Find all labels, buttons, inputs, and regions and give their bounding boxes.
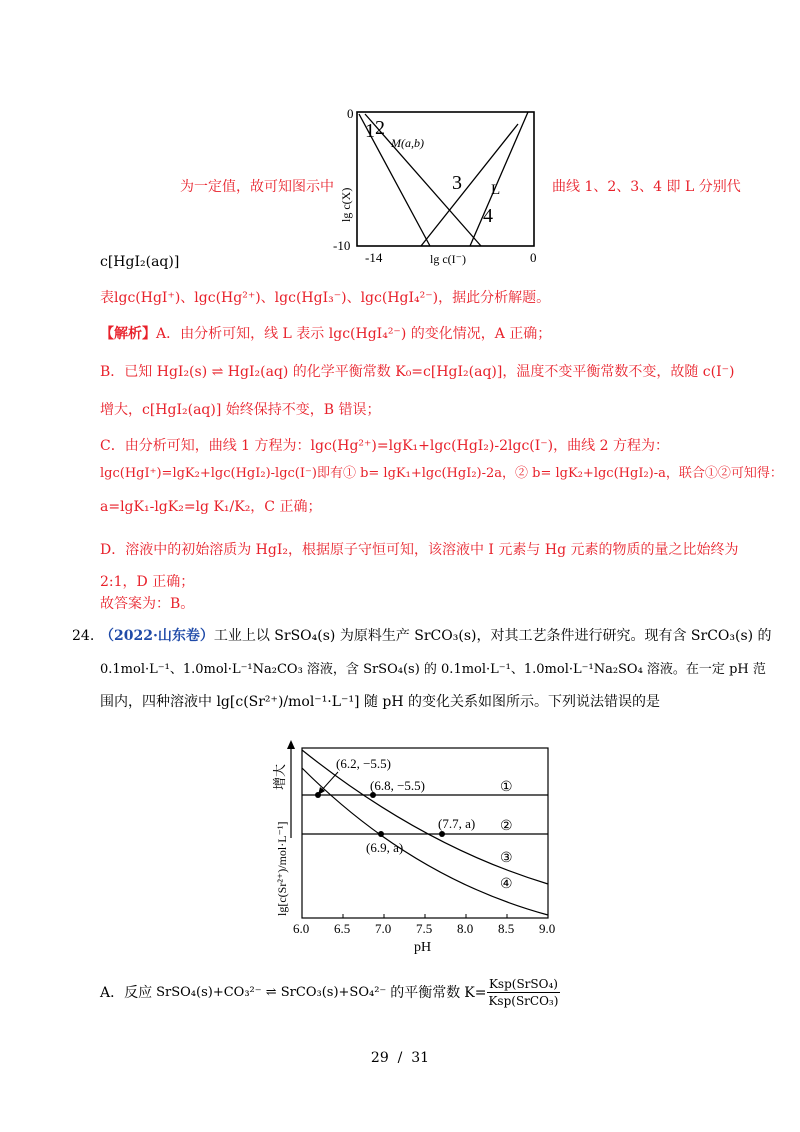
- chart-point-6.9: [378, 831, 384, 837]
- option-a-lead: A．反应: [100, 984, 153, 1001]
- option-a-fraction: [486, 976, 560, 1009]
- question-24-line-1: [72, 626, 772, 646]
- fig1-y-bottom: -10: [333, 238, 351, 253]
- chart-x-tick-label: 6.0: [293, 921, 310, 936]
- fig1-x-right: 0: [530, 250, 537, 265]
- analysis-line-9: a=lgK₁-lgK₂=lg K₁/K₂，C 正确；: [100, 499, 322, 515]
- analysis-line-5: B．已知 HgI₂(s) ⇌ HgI₂(aq) 的化学平衡常数 K₀=c[HgI₂(aq)]，温度不变平衡常数不变，故随 c(I⁻): [100, 364, 735, 380]
- fig1-y-top: 0: [347, 106, 354, 121]
- chart-x-label: pH: [414, 940, 432, 955]
- question-24-line-3: 围内，四种溶液中 lg[c(Sr²⁺)/mol⁻¹·L⁻¹] 随 pH 的变化关系如图所示。下列说法错误的是: [100, 694, 661, 710]
- chart-annotation-arrow: [321, 772, 338, 791]
- analysis-line-4: [100, 324, 551, 344]
- analysis-line-1-right: 曲线 1、2、3、4 即 L 分别代: [552, 179, 741, 195]
- analysis-line-2: c[HgI₂(aq)]: [100, 254, 180, 270]
- option-a-mid: 的平衡常数: [390, 984, 461, 1001]
- question-source: （2022·山东卷）: [100, 628, 214, 644]
- chart-annotation-1: (6.2, −5.5): [336, 756, 391, 771]
- chart-x-tick-label: 7.5: [416, 921, 433, 936]
- chart-annotation-3: (7.7, a): [438, 816, 476, 831]
- chart-x-tick-label: 6.5: [334, 921, 351, 936]
- chart-x-tick-label: 8.5: [498, 921, 515, 936]
- option-a-reaction: SrSO₄(s)+CO₃²⁻ ⇌ SrCO₃(s)+SO₄²⁻: [156, 984, 387, 1000]
- question-24-line-2: 0.1mol·L⁻¹、1.0mol·L⁻¹Na₂CO₃ 溶液，含 SrSO₄(s) 的 0.1mol·L⁻¹、1.0mol·L⁻¹Na₂SO₄ 溶液。在一定 pH 范: [100, 662, 766, 677]
- fig1-x-left: -14: [365, 250, 383, 265]
- fig1-label-3: 3: [452, 172, 462, 194]
- chart-series-label-4: ④: [500, 877, 513, 892]
- analysis-line-10: D．溶液中的初始溶质为 HgI₂，根据原子守恒可知，该溶液中 I 元素与 Hg 元素的物质的量之比始终为: [100, 542, 739, 558]
- fig1-label-4: 4: [483, 205, 493, 227]
- chart-series-label-1: ①: [500, 780, 513, 795]
- analysis-tag: 【解析】: [100, 326, 156, 342]
- analysis-line-1-left: 为一定值，故可知图示中: [180, 179, 334, 195]
- page-number: 29 / 31: [370, 1050, 430, 1066]
- figure-hgi2-diagram: [335, 104, 565, 269]
- chart-series-label-2: ②: [500, 819, 513, 834]
- analysis-line-11: 2:1，D 正确；: [100, 574, 195, 590]
- fig1-curve-L: [470, 112, 528, 246]
- fig1-curve-3: [421, 124, 518, 246]
- analysis-line-8: lgc(HgI⁺)=lgK₂+lgc(HgI₂)-lgc(I⁻)即有① b= lgK₁+lgc(HgI₂)-2a，② b= lgK₂+lgc(HgI₂)-a，联合①②可知得：: [100, 466, 783, 481]
- analysis-a: A．由分析可知，线 L 表示 lgc(HgI₄²⁻) 的变化情况，A 正确；: [156, 326, 552, 342]
- chart-point-7.7: [439, 831, 445, 837]
- chart-y-arrow-label: 增大: [272, 763, 287, 790]
- chart-y-arrowhead: [287, 740, 295, 749]
- question-number: 24.: [72, 628, 95, 644]
- option-a-numerator: Ksp(SrSO₄): [488, 977, 558, 991]
- analysis-line-12: 故答案为：B。: [100, 596, 195, 612]
- analysis-line-6: 增大，c[HgI₂(aq)] 始终保持不变，B 错误；: [100, 402, 381, 418]
- option-a-k: K=: [464, 984, 487, 1001]
- fig1-label-1: 1: [365, 120, 375, 142]
- chart-x-tick-label: 7.0: [375, 921, 392, 936]
- fig1-y-label: lg c(X): [339, 187, 353, 222]
- question-text-1: 工业上以 SrSO₄(s) 为原料生产 SrCO₃(s)，对其工艺条件进行研究。现有含 SrCO₃(s) 的: [213, 628, 772, 644]
- analysis-line-3: 表lgc(HgI⁺)、lgc(Hg²⁺)、lgc(HgI₃⁻)、lgc(HgI₄²⁻)，据此分析解题。: [100, 290, 551, 306]
- chart-x-tick-label: 8.0: [457, 921, 474, 936]
- fig1-label-2: 2: [375, 117, 385, 139]
- chart-x-tick-label: 9.0: [539, 921, 556, 936]
- chart-sr-ph: [262, 738, 572, 960]
- chart-annotation-2: (6.8, −5.5): [370, 778, 425, 793]
- chart-y-label: lg[c(Sr²⁺)/mol·L⁻¹]: [275, 821, 289, 916]
- fig1-label-m: M(a,b): [391, 136, 424, 150]
- analysis-line-7: C．由分析可知，曲线 1 方程为：lgc(Hg²⁺)=lgK₁+lgc(HgI₂)-2lgc(I⁻)，曲线 2 方程为：: [100, 438, 669, 454]
- fig1-x-label: lg c(I⁻): [430, 252, 466, 266]
- option-a-denominator: Ksp(SrCO₃): [488, 994, 559, 1008]
- fig1-label-L: L: [491, 182, 501, 198]
- option-a: [100, 976, 560, 1009]
- chart-annotation-4: (6.9, a): [366, 840, 404, 855]
- chart-series-label-3: ③: [500, 851, 513, 866]
